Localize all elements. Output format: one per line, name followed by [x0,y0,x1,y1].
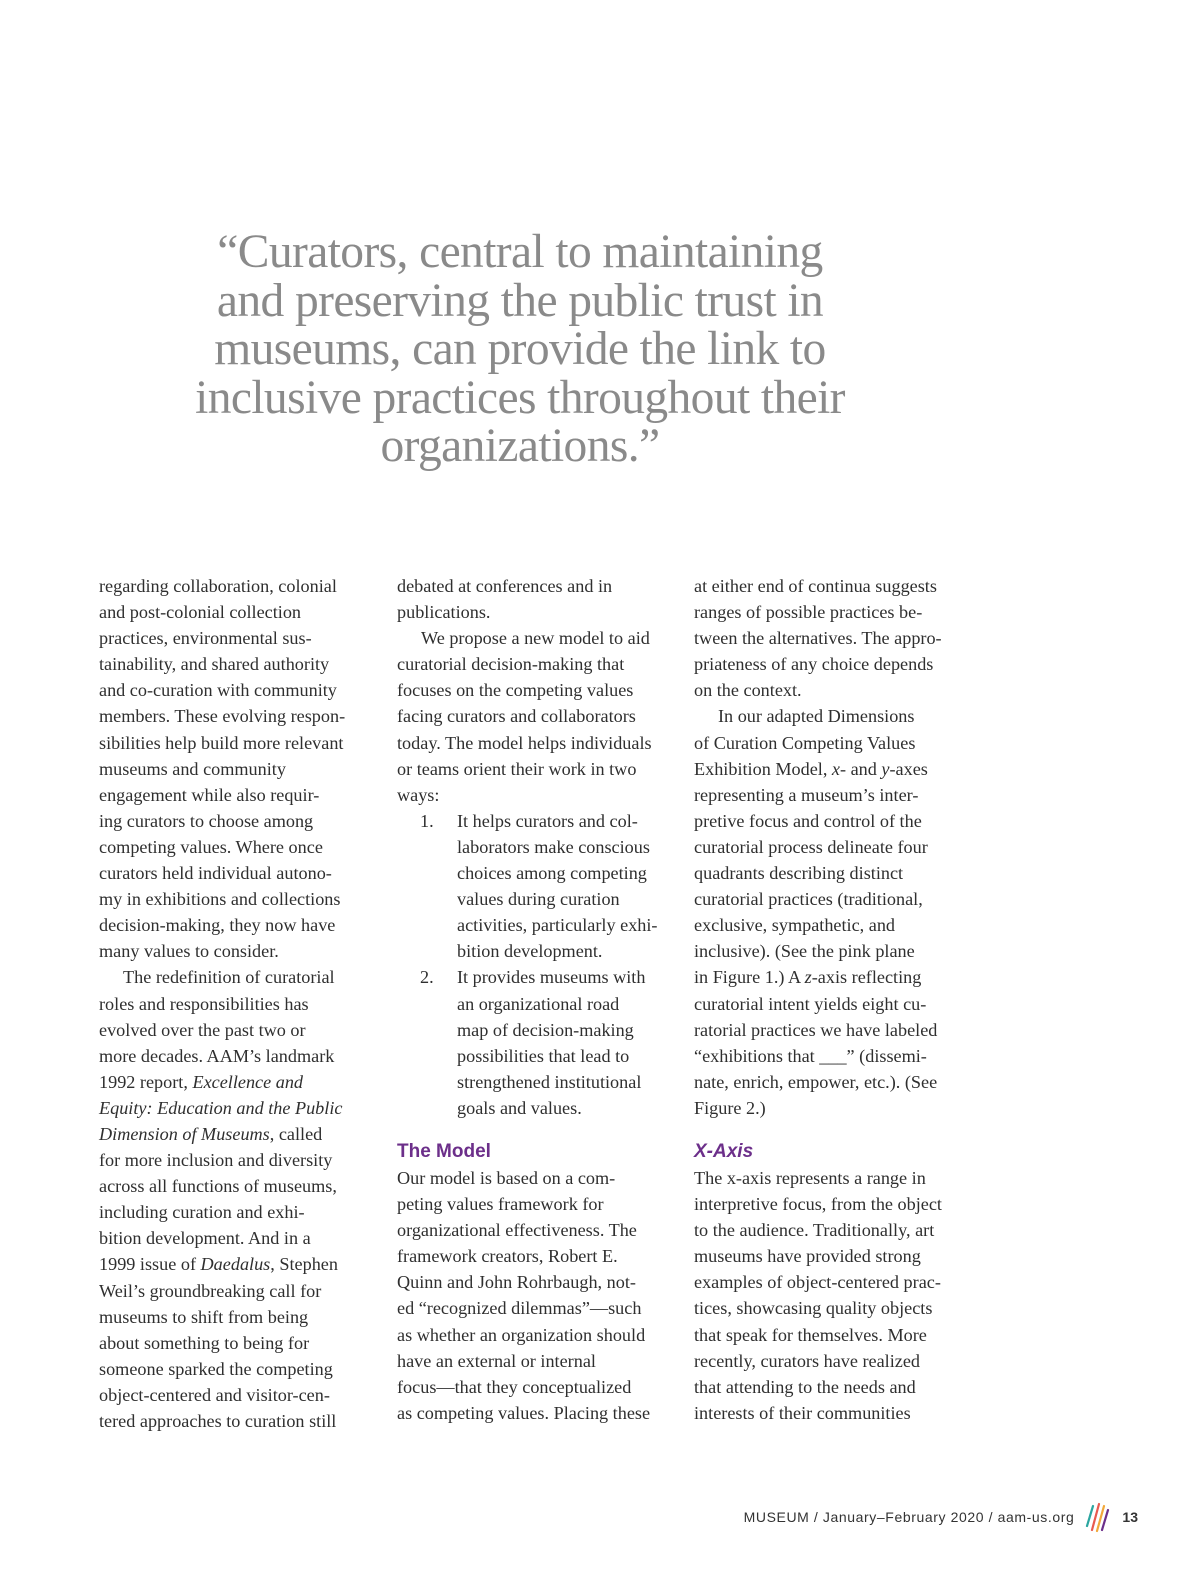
text-line: It helps curators and col- [457,810,638,831]
pull-quote-line: and preserving the public trust in [216,274,824,327]
text-line: strengthened institutional [457,1071,642,1092]
text-line: members. These evolving respon- [99,706,346,727]
text-line: Figure 2.) [694,1097,766,1118]
text-line: to the audience. Traditionally, art [694,1220,935,1241]
text-line: tered approaches to curation still [99,1411,337,1431]
text-line: Our model is based on a com- [397,1167,616,1188]
pull-quote-line: organizations.” [380,420,660,472]
text-line: Weil’s groundbreaking call for [99,1280,322,1301]
text-line: exclusive, sympathetic, and [694,915,896,936]
text-line: framework creators, Robert E. [397,1246,618,1267]
text-line: curatorial intent yields eight cu- [694,993,927,1014]
text-line: in Figure 1.) A z-axis reflecting [694,967,922,988]
text-line: The redefinition of curatorial [123,967,335,988]
text-line: facing curators and collaborators [397,706,636,727]
text-line: Equity: Education and the Public [99,1097,343,1118]
text-line: have an external or internal [397,1350,596,1371]
text-line: nate, enrich, empower, etc.). (See [694,1071,938,1092]
text-line: today. The model helps individuals [397,732,652,753]
text-line: representing a museum’s inter- [694,784,919,805]
text-line: laborators make conscious [457,836,650,857]
paragraph [397,1165,673,1426]
pull-quote-line: museums, can provide the link to [214,323,826,375]
text-line: museums to shift from being [99,1306,309,1327]
text-line: In our adapted Dimensions [718,706,915,727]
text-line: including curation and exhi- [99,1202,305,1223]
paragraph [99,573,379,964]
text-line: The x-axis represents a range in [694,1167,926,1188]
text-line: and post-colonial collection [99,602,302,623]
text-line: We propose a new model to aid [421,628,650,649]
section-heading: The Model [397,1140,491,1162]
text-line: object-centered and visitor-cen- [99,1384,330,1405]
text-line: possibilities that lead to [457,1045,630,1066]
section-heading: X-Axis [694,1140,754,1162]
pull-quote-line: inclusive practices throughout their [195,371,845,424]
text-line: 1999 issue of Daedalus, Stephen [99,1254,338,1275]
text-line: and co-curation with community [99,680,337,701]
footer-text: MUSEUM / January–February 2020 / aam-us.org [743,1509,1075,1525]
text-line: recently, curators have realized [694,1350,921,1371]
text-line: 1992 report, Excellence and [99,1071,304,1092]
text-line: curatorial practices (traditional, [694,889,923,910]
pull-quote [170,228,870,471]
text-line: curatorial decision-making that [397,654,625,675]
text-line: sibilities help build more relevant [99,732,344,753]
text-line: tices, showcasing quality objects [694,1298,933,1319]
page-footer [744,1497,1138,1537]
text-line: peting values framework for [397,1194,604,1215]
text-line: pretive focus and control of the [694,810,922,831]
text-line: quadrants describing distinct [694,863,904,884]
paragraph [694,703,970,1121]
list-item [397,964,673,1121]
text-line: that speak for themselves. More [694,1324,927,1345]
text-line: It provides museums with [457,967,646,988]
text-line: tween the alternatives. The appro- [694,628,942,649]
text-line: curatorial process delineate four [694,836,928,857]
text-line: evolved over the past two or [99,1019,306,1040]
text-line: on the context. [694,680,802,701]
text-line: Dimension of Museums, called [99,1123,323,1144]
text-line: someone sparked the competing [99,1358,333,1379]
paragraph [694,1165,970,1426]
paragraph [694,573,970,703]
paragraph [397,625,673,808]
text-line: Quinn and John Rohrbaugh, not- [397,1272,636,1293]
text-line: organizational effectiveness. The [397,1220,637,1241]
text-line: interpretive focus, from the object [694,1194,942,1215]
text-line: more decades. AAM’s landmark [99,1045,335,1066]
text-line: at either end of continua suggests [694,576,937,596]
text-line: Exhibition Model, x- and y-axes [694,758,928,779]
text-line: inclusive). (See the pink plane [694,941,915,962]
text-line: map of decision-making [457,1019,634,1040]
text-line: ing curators to choose among [99,810,314,831]
body-column-1 [99,573,379,1434]
text-line: many values to consider. [99,941,279,962]
text-line: roles and responsibilities has [99,993,309,1014]
page-number: 13 [1122,1509,1138,1525]
list-item [397,808,673,965]
text-line: ed “recognized dilemmas”—such [397,1298,642,1319]
text-line: priateness of any choice depends [694,654,934,675]
text-line: values during curation [457,889,620,910]
text-line: as whether an organization should [397,1324,646,1345]
text-line: examples of object-centered prac- [694,1272,941,1293]
text-line: activities, particularly exhi- [457,915,658,936]
text-line: practices, environmental sus- [99,628,312,649]
text-line: museums and community [99,758,286,779]
list-number: 2. [420,967,434,988]
text-line: bition development. [457,941,603,962]
paragraph [397,573,673,625]
body-column-2 [397,573,673,1426]
text-line: publications. [397,602,491,623]
text-line: regarding collaboration, colonial [99,576,337,596]
text-line: tainability, and shared authority [99,654,330,675]
text-line: of Curation Competing Values [694,732,916,753]
list-number: 1. [420,810,434,831]
text-line: focuses on the competing values [397,680,634,701]
paragraph [99,964,379,1434]
text-line: my in exhibitions and collections [99,889,341,910]
text-line: decision-making, they now have [99,915,336,936]
text-line: engagement while also requir- [99,784,320,805]
text-line: focus—that they conceptualized [397,1376,632,1397]
text-line: for more inclusion and diversity [99,1150,333,1171]
text-line: an organizational road [457,993,620,1014]
aam-logo-icon [1084,1500,1110,1534]
text-line: museums have provided strong [694,1246,921,1267]
text-line: curators held individual autono- [99,863,332,884]
text-line: bition development. And in a [99,1228,311,1249]
text-line: “exhibitions that ___” (dissemi- [694,1045,927,1066]
text-line: ratorial practices we have labeled [694,1019,938,1040]
text-line: ranges of possible practices be- [694,602,923,623]
text-line: competing values. Where once [99,836,323,857]
text-line: about something to being for [99,1332,310,1353]
text-line: ways: [397,784,440,805]
text-line: choices among competing [457,863,647,884]
pull-quote-line: “Curators, central to maintaining [217,226,823,278]
text-line: or teams orient their work in two [397,758,637,779]
text-line: that attending to the needs and [694,1376,916,1397]
text-line: interests of their communities [694,1402,911,1423]
text-line: across all functions of museums, [99,1176,337,1197]
numbered-list [397,808,673,1121]
body-column-3 [694,573,970,1426]
text-line: goals and values. [457,1097,582,1118]
text-line: as competing values. Placing these [397,1402,651,1423]
text-line: debated at conferences and in [397,576,613,596]
